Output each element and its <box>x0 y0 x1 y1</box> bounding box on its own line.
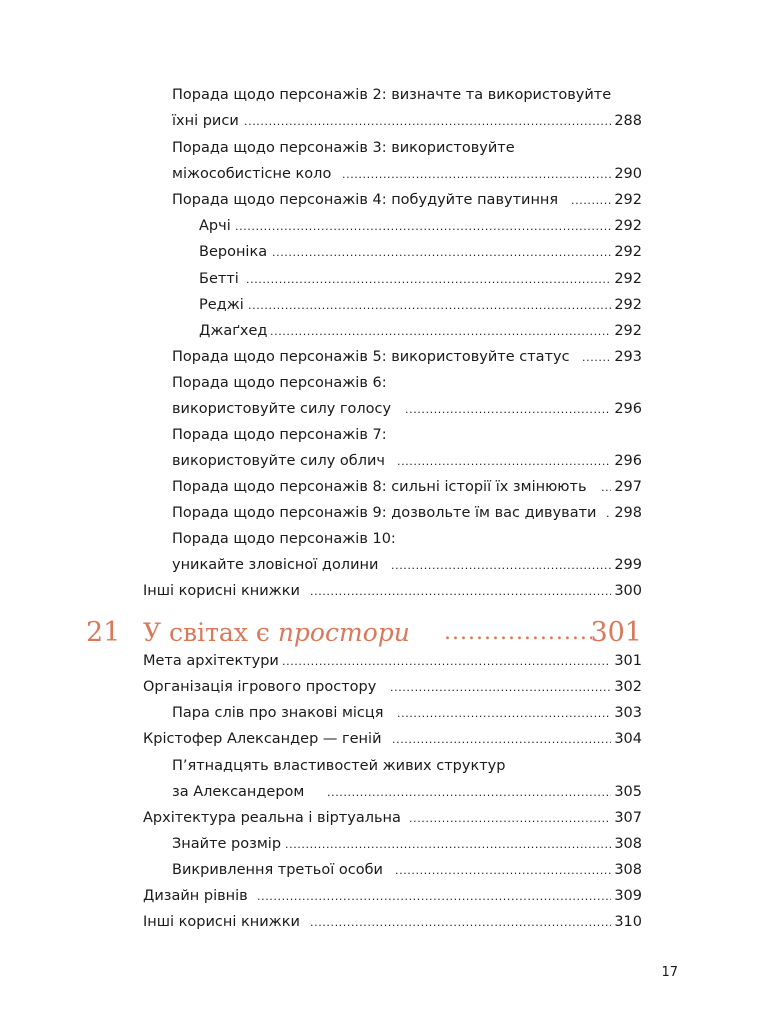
chapter-heading <box>0 613 763 653</box>
dot-leader <box>409 807 611 829</box>
dot-leader <box>282 650 611 672</box>
toc-entry-page: 308 <box>614 836 642 852</box>
toc-entry <box>0 189 763 211</box>
toc-entry-page: 292 <box>614 323 642 339</box>
toc-entry-page: 296 <box>614 401 642 417</box>
toc-entry-text: Порада щодо персонажів 3: використовуйте <box>172 140 515 156</box>
toc-entry-page: 293 <box>614 349 642 365</box>
toc-entry-page: 290 <box>614 166 642 182</box>
toc-entry-text: Порада щодо персонажів 7: <box>172 427 387 443</box>
chapter-number: 21 <box>86 617 121 648</box>
toc-entry <box>0 650 763 672</box>
toc-entry-page: 302 <box>614 679 642 695</box>
toc-entry <box>0 84 763 106</box>
dot-leader <box>444 613 592 653</box>
toc-entry-page: 298 <box>614 505 642 521</box>
toc-entry-page: 299 <box>614 557 642 573</box>
toc-entry-text: Порада щодо персонажів 2: визначте та використовуйте <box>172 87 612 103</box>
dot-leader <box>342 163 611 185</box>
toc-entry <box>0 580 763 602</box>
toc-entry <box>0 502 763 524</box>
toc-entry-page: 307 <box>614 810 642 826</box>
dot-leader <box>391 554 611 576</box>
toc-entry-text: Знайте розмір <box>172 836 282 852</box>
toc-entry-text: використовуйте силу голосу <box>172 401 392 417</box>
toc-entry-text: П’ятнадцять властивостей живих структур <box>172 758 506 774</box>
toc-entry-text: Порада щодо персонажів 4: побудуйте павутиння <box>172 192 559 208</box>
toc-entry-text: Порада щодо персонажів 6: <box>172 375 387 391</box>
toc-entry-text: Порада щодо персонажів 5: використовуйте статус <box>172 349 570 365</box>
toc-entry <box>0 781 763 803</box>
dot-leader <box>285 833 611 855</box>
toc-entry <box>0 807 763 829</box>
toc-entry <box>0 911 763 933</box>
toc-entry-page: 297 <box>614 479 642 495</box>
dot-leader <box>272 241 611 263</box>
page-number: 17 <box>661 965 678 980</box>
toc-entry <box>0 110 763 132</box>
toc-entry-text: Порада щодо персонажів 8: сильні історії їх змінюють <box>172 479 587 495</box>
dot-leader <box>582 346 611 368</box>
toc-entry-page: 305 <box>614 784 642 800</box>
toc-entry <box>0 728 763 750</box>
toc-entry-text: Організація ігрового простору <box>143 679 377 695</box>
toc-entry-text: міжособистісне коло <box>172 166 332 182</box>
toc-entry <box>0 833 763 855</box>
toc-entry <box>0 346 763 368</box>
toc-entry <box>0 476 763 498</box>
dot-leader <box>397 450 611 472</box>
toc-entry <box>0 372 763 394</box>
dot-leader <box>390 676 611 698</box>
dot-leader <box>310 911 611 933</box>
toc-entry-page: 292 <box>614 218 642 234</box>
toc-entry-text: використовуйте силу облич <box>172 453 385 469</box>
toc-entry-page: 292 <box>614 244 642 260</box>
toc-entry-page: 292 <box>614 271 642 287</box>
dot-leader <box>235 215 611 237</box>
toc-entry-text: Пара слів про знакові місця <box>172 705 384 721</box>
dot-leader <box>310 580 611 602</box>
toc-entry-page: 292 <box>614 297 642 313</box>
toc-entry-text: Джаґхед <box>199 323 268 339</box>
toc-entry-text: Арчі <box>199 218 231 234</box>
toc-entry-page: 303 <box>614 705 642 721</box>
toc-entry-text: Дизайн рівнів <box>143 888 248 904</box>
dot-leader <box>246 268 611 290</box>
toc-entry <box>0 294 763 316</box>
chapter-page: 301 <box>590 617 642 648</box>
dot-leader <box>248 294 611 316</box>
toc-entry-text: Крістофер Александер — геній <box>143 731 382 747</box>
toc-entry <box>0 859 763 881</box>
toc-entry-text: Архітектура реальна і віртуальна <box>143 810 401 826</box>
toc-entry <box>0 398 763 420</box>
toc-entry <box>0 424 763 446</box>
toc-entry-text: Інші корисні книжки <box>143 914 300 930</box>
toc-entry-text: за Александером <box>172 784 305 800</box>
toc-entry <box>0 450 763 472</box>
toc-entry-page: 304 <box>614 731 642 747</box>
chapter-title-regular: У світах є <box>143 618 278 647</box>
toc-entry <box>0 755 763 777</box>
toc-entry-text: уникайте зловісної долини <box>172 557 379 573</box>
toc-entry-page: 292 <box>614 192 642 208</box>
toc-entry-page: 301 <box>614 653 642 669</box>
dot-leader <box>244 110 611 132</box>
toc-entry <box>0 676 763 698</box>
dot-leader <box>571 189 611 211</box>
dot-leader <box>606 502 611 524</box>
toc-entry-text: Мета архітектури <box>143 653 279 669</box>
dot-leader <box>257 885 611 907</box>
toc-entry-text: Викривлення третьої особи <box>172 862 383 878</box>
toc-entry <box>0 554 763 576</box>
toc-entry-page: 288 <box>614 113 642 129</box>
toc-entry-text: Реджі <box>199 297 244 313</box>
dot-leader <box>601 476 611 498</box>
dot-leader <box>395 859 611 881</box>
toc-entry-page: 309 <box>614 888 642 904</box>
toc-entry <box>0 702 763 724</box>
dot-leader <box>392 728 611 750</box>
toc-entry-text: Порада щодо персонажів 10: <box>172 531 396 547</box>
toc-entry-page: 308 <box>614 862 642 878</box>
dot-leader <box>405 398 611 420</box>
toc-entry-text: Інші корисні книжки <box>143 583 300 599</box>
toc-entry <box>0 885 763 907</box>
toc-entry <box>0 215 763 237</box>
toc-entry-page: 296 <box>614 453 642 469</box>
toc-entry-text: Бетті <box>199 271 239 287</box>
dot-leader <box>270 320 611 342</box>
chapter-title <box>143 613 410 653</box>
toc-entry <box>0 137 763 159</box>
toc-entry-page: 300 <box>614 583 642 599</box>
dot-leader <box>327 781 611 803</box>
dot-leader <box>397 702 611 724</box>
toc-entry-page: 310 <box>614 914 642 930</box>
toc-entry <box>0 528 763 550</box>
toc-entry <box>0 320 763 342</box>
toc-entry-text: Вероніка <box>199 244 268 260</box>
toc-entry <box>0 268 763 290</box>
toc-entry-text: Порада щодо персонажів 9: дозвольте їм вас дивувати <box>172 505 597 521</box>
chapter-title-italic: простори <box>277 618 410 647</box>
toc-entry <box>0 163 763 185</box>
toc-entry <box>0 241 763 263</box>
toc-entry-text: їхні риси <box>172 113 239 129</box>
